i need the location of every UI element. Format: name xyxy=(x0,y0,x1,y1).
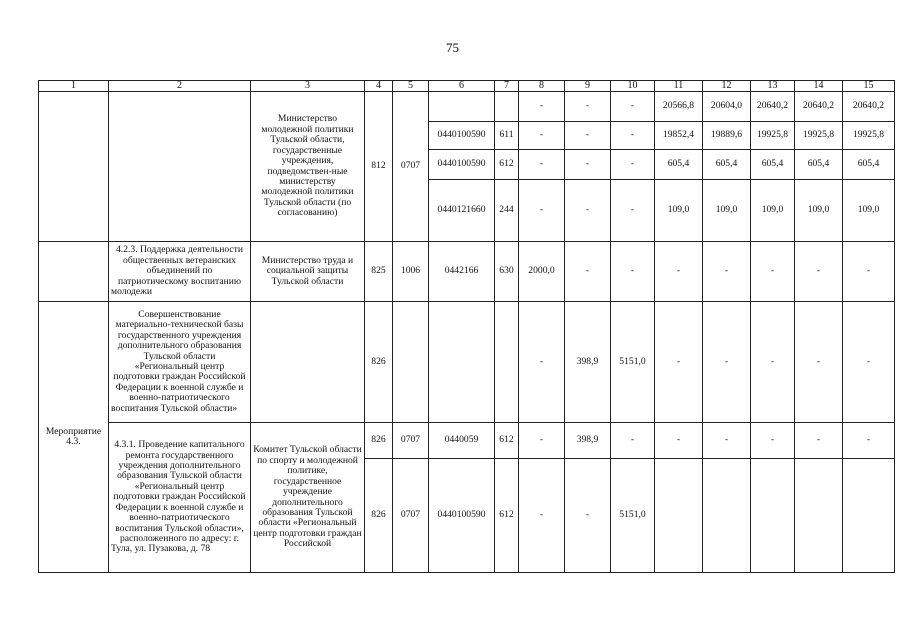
value-cell: - xyxy=(655,423,703,459)
value-cell: 398,9 xyxy=(565,302,611,423)
value-cell: - xyxy=(751,302,795,423)
value-cell: 0440121660 xyxy=(429,180,495,242)
value-cell: - xyxy=(655,242,703,302)
value-cell: - xyxy=(611,150,655,180)
value-cell: 109,0 xyxy=(703,180,751,242)
value-cell: - xyxy=(795,423,843,459)
empty-cell xyxy=(39,242,109,302)
value-cell: 2000,0 xyxy=(519,242,565,302)
value-cell: 19889,6 xyxy=(703,122,751,150)
value-cell: 109,0 xyxy=(843,180,895,242)
value-cell: 398,9 xyxy=(565,423,611,459)
value-cell: 0707 xyxy=(393,423,429,459)
value-cell: - xyxy=(565,459,611,573)
executor-cell xyxy=(251,302,365,423)
activity-name-cell: 4.3.1. Проведение капитального ремонта государственного учреждения дополнительного образования Тульской области «Региональный центр подготовки граждан Российской Федерации к военной службе и военно-патриотического воспитания Тульской области», расположенного по адресу: г. Тула, ул. Пузакова, д. 78 xyxy=(109,423,251,573)
value-cell: 20640,2 xyxy=(751,92,795,122)
value-cell: 826 xyxy=(365,423,393,459)
value-cell: 109,0 xyxy=(655,180,703,242)
value-cell: - xyxy=(519,459,565,573)
value-cell: - xyxy=(655,302,703,423)
value-cell: 612 xyxy=(495,459,519,573)
table-row xyxy=(39,302,895,423)
value-cell: - xyxy=(519,92,565,122)
empty-cell xyxy=(109,92,251,242)
value-cell: - xyxy=(795,302,843,423)
value-cell: 5151,0 xyxy=(611,459,655,573)
value-cell: 605,4 xyxy=(843,150,895,180)
header-cell: 5 xyxy=(393,81,429,92)
table-row xyxy=(39,242,895,302)
value-cell: - xyxy=(519,180,565,242)
value-cell: - xyxy=(795,242,843,302)
value-cell: 605,4 xyxy=(795,150,843,180)
executor-cell: Комитет Тульской области по спорту и молодежной политике, государственное учреждение дополнительного образования Тульской области «Региональный центр подготовки граждан Российской xyxy=(251,423,365,573)
empty-cell xyxy=(39,92,109,242)
executor-cell: Министерство труда и социальной защиты Тульской области xyxy=(251,242,365,302)
value-cell: 20640,2 xyxy=(795,92,843,122)
header-cell: 7 xyxy=(495,81,519,92)
value-cell: 612 xyxy=(495,150,519,180)
value-cell: - xyxy=(843,423,895,459)
value-cell: 612 xyxy=(495,423,519,459)
value-cell: 825 xyxy=(365,242,393,302)
header-row xyxy=(39,81,895,92)
value-cell: - xyxy=(519,122,565,150)
value-cell: 19925,8 xyxy=(751,122,795,150)
activity-name-cell: 4.2.3. Поддержка деятельности общественных ветеранских объединений по патриотическому воспитанию молодежи xyxy=(109,242,251,302)
header-cell: 6 xyxy=(429,81,495,92)
value-cell xyxy=(703,459,751,573)
value-cell xyxy=(843,459,895,573)
value-cell: 0440100590 xyxy=(429,150,495,180)
value-cell: - xyxy=(565,180,611,242)
value-cell: - xyxy=(565,122,611,150)
value-cell: 244 xyxy=(495,180,519,242)
header-cell: 10 xyxy=(611,81,655,92)
value-cell: 605,4 xyxy=(655,150,703,180)
header-cell: 4 xyxy=(365,81,393,92)
value-cell: - xyxy=(611,92,655,122)
value-cell: 630 xyxy=(495,242,519,302)
value-cell: - xyxy=(751,242,795,302)
header-cell: 8 xyxy=(519,81,565,92)
header-cell: 2 xyxy=(109,81,251,92)
value-cell: 0440059 xyxy=(429,423,495,459)
value-cell xyxy=(655,459,703,573)
value-cell: 826 xyxy=(365,302,393,423)
executor-cell: Министерство молодежной политики Тульской области, государственные учреждения, подведомствен-ные министерству молодежной политики Тульской области (по согласованию) xyxy=(251,92,365,242)
value-cell xyxy=(795,459,843,573)
table-row xyxy=(39,423,895,459)
grbs-cell: 812 xyxy=(365,92,393,242)
budget-table xyxy=(38,80,895,573)
value-cell: 0440100590 xyxy=(429,122,495,150)
value-cell: - xyxy=(519,302,565,423)
event-label-cell: Мероприятие 4.3. xyxy=(39,302,109,573)
header-cell: 13 xyxy=(751,81,795,92)
value-cell: 5151,0 xyxy=(611,302,655,423)
value-cell: 826 xyxy=(365,459,393,573)
value-cell xyxy=(429,92,495,122)
value-cell: - xyxy=(751,423,795,459)
header-cell: 12 xyxy=(703,81,751,92)
value-cell: - xyxy=(611,180,655,242)
value-cell xyxy=(495,302,519,423)
value-cell: - xyxy=(519,150,565,180)
header-cell: 15 xyxy=(843,81,895,92)
value-cell: 19852,4 xyxy=(655,122,703,150)
value-cell: - xyxy=(565,92,611,122)
value-cell: 611 xyxy=(495,122,519,150)
value-cell: - xyxy=(703,302,751,423)
value-cell: 605,4 xyxy=(703,150,751,180)
table-row xyxy=(39,92,895,122)
value-cell: - xyxy=(611,242,655,302)
value-cell: - xyxy=(519,423,565,459)
value-cell xyxy=(751,459,795,573)
value-cell: 0442166 xyxy=(429,242,495,302)
value-cell: 20640,2 xyxy=(843,92,895,122)
value-cell: 109,0 xyxy=(795,180,843,242)
value-cell: 19925,8 xyxy=(795,122,843,150)
rzpr-cell: 0707 xyxy=(393,92,429,242)
value-cell: 19925,8 xyxy=(843,122,895,150)
value-cell: - xyxy=(611,122,655,150)
value-cell: 0440100590 xyxy=(429,459,495,573)
value-cell: - xyxy=(703,242,751,302)
value-cell: 20604,0 xyxy=(703,92,751,122)
value-cell: 109,0 xyxy=(751,180,795,242)
value-cell: 605,4 xyxy=(751,150,795,180)
value-cell: - xyxy=(843,302,895,423)
value-cell: - xyxy=(565,150,611,180)
value-cell: - xyxy=(703,423,751,459)
header-cell: 11 xyxy=(655,81,703,92)
value-cell xyxy=(429,302,495,423)
value-cell: 1006 xyxy=(393,242,429,302)
header-cell: 1 xyxy=(39,81,109,92)
value-cell: - xyxy=(565,242,611,302)
activity-name-cell: Совершенствование материально-технической базы государственного учреждения дополнительного образования Тульской области «Региональный центр подготовки граждан Российской Федерации к военной службе и военно-патриотического воспитания Тульской области» xyxy=(109,302,251,423)
value-cell: - xyxy=(611,423,655,459)
value-cell xyxy=(495,92,519,122)
value-cell: 20566,8 xyxy=(655,92,703,122)
value-cell xyxy=(393,302,429,423)
header-cell: 3 xyxy=(251,81,365,92)
header-cell: 9 xyxy=(565,81,611,92)
page-number: 75 xyxy=(446,40,459,55)
value-cell: 0707 xyxy=(393,459,429,573)
value-cell: - xyxy=(843,242,895,302)
header-cell: 14 xyxy=(795,81,843,92)
